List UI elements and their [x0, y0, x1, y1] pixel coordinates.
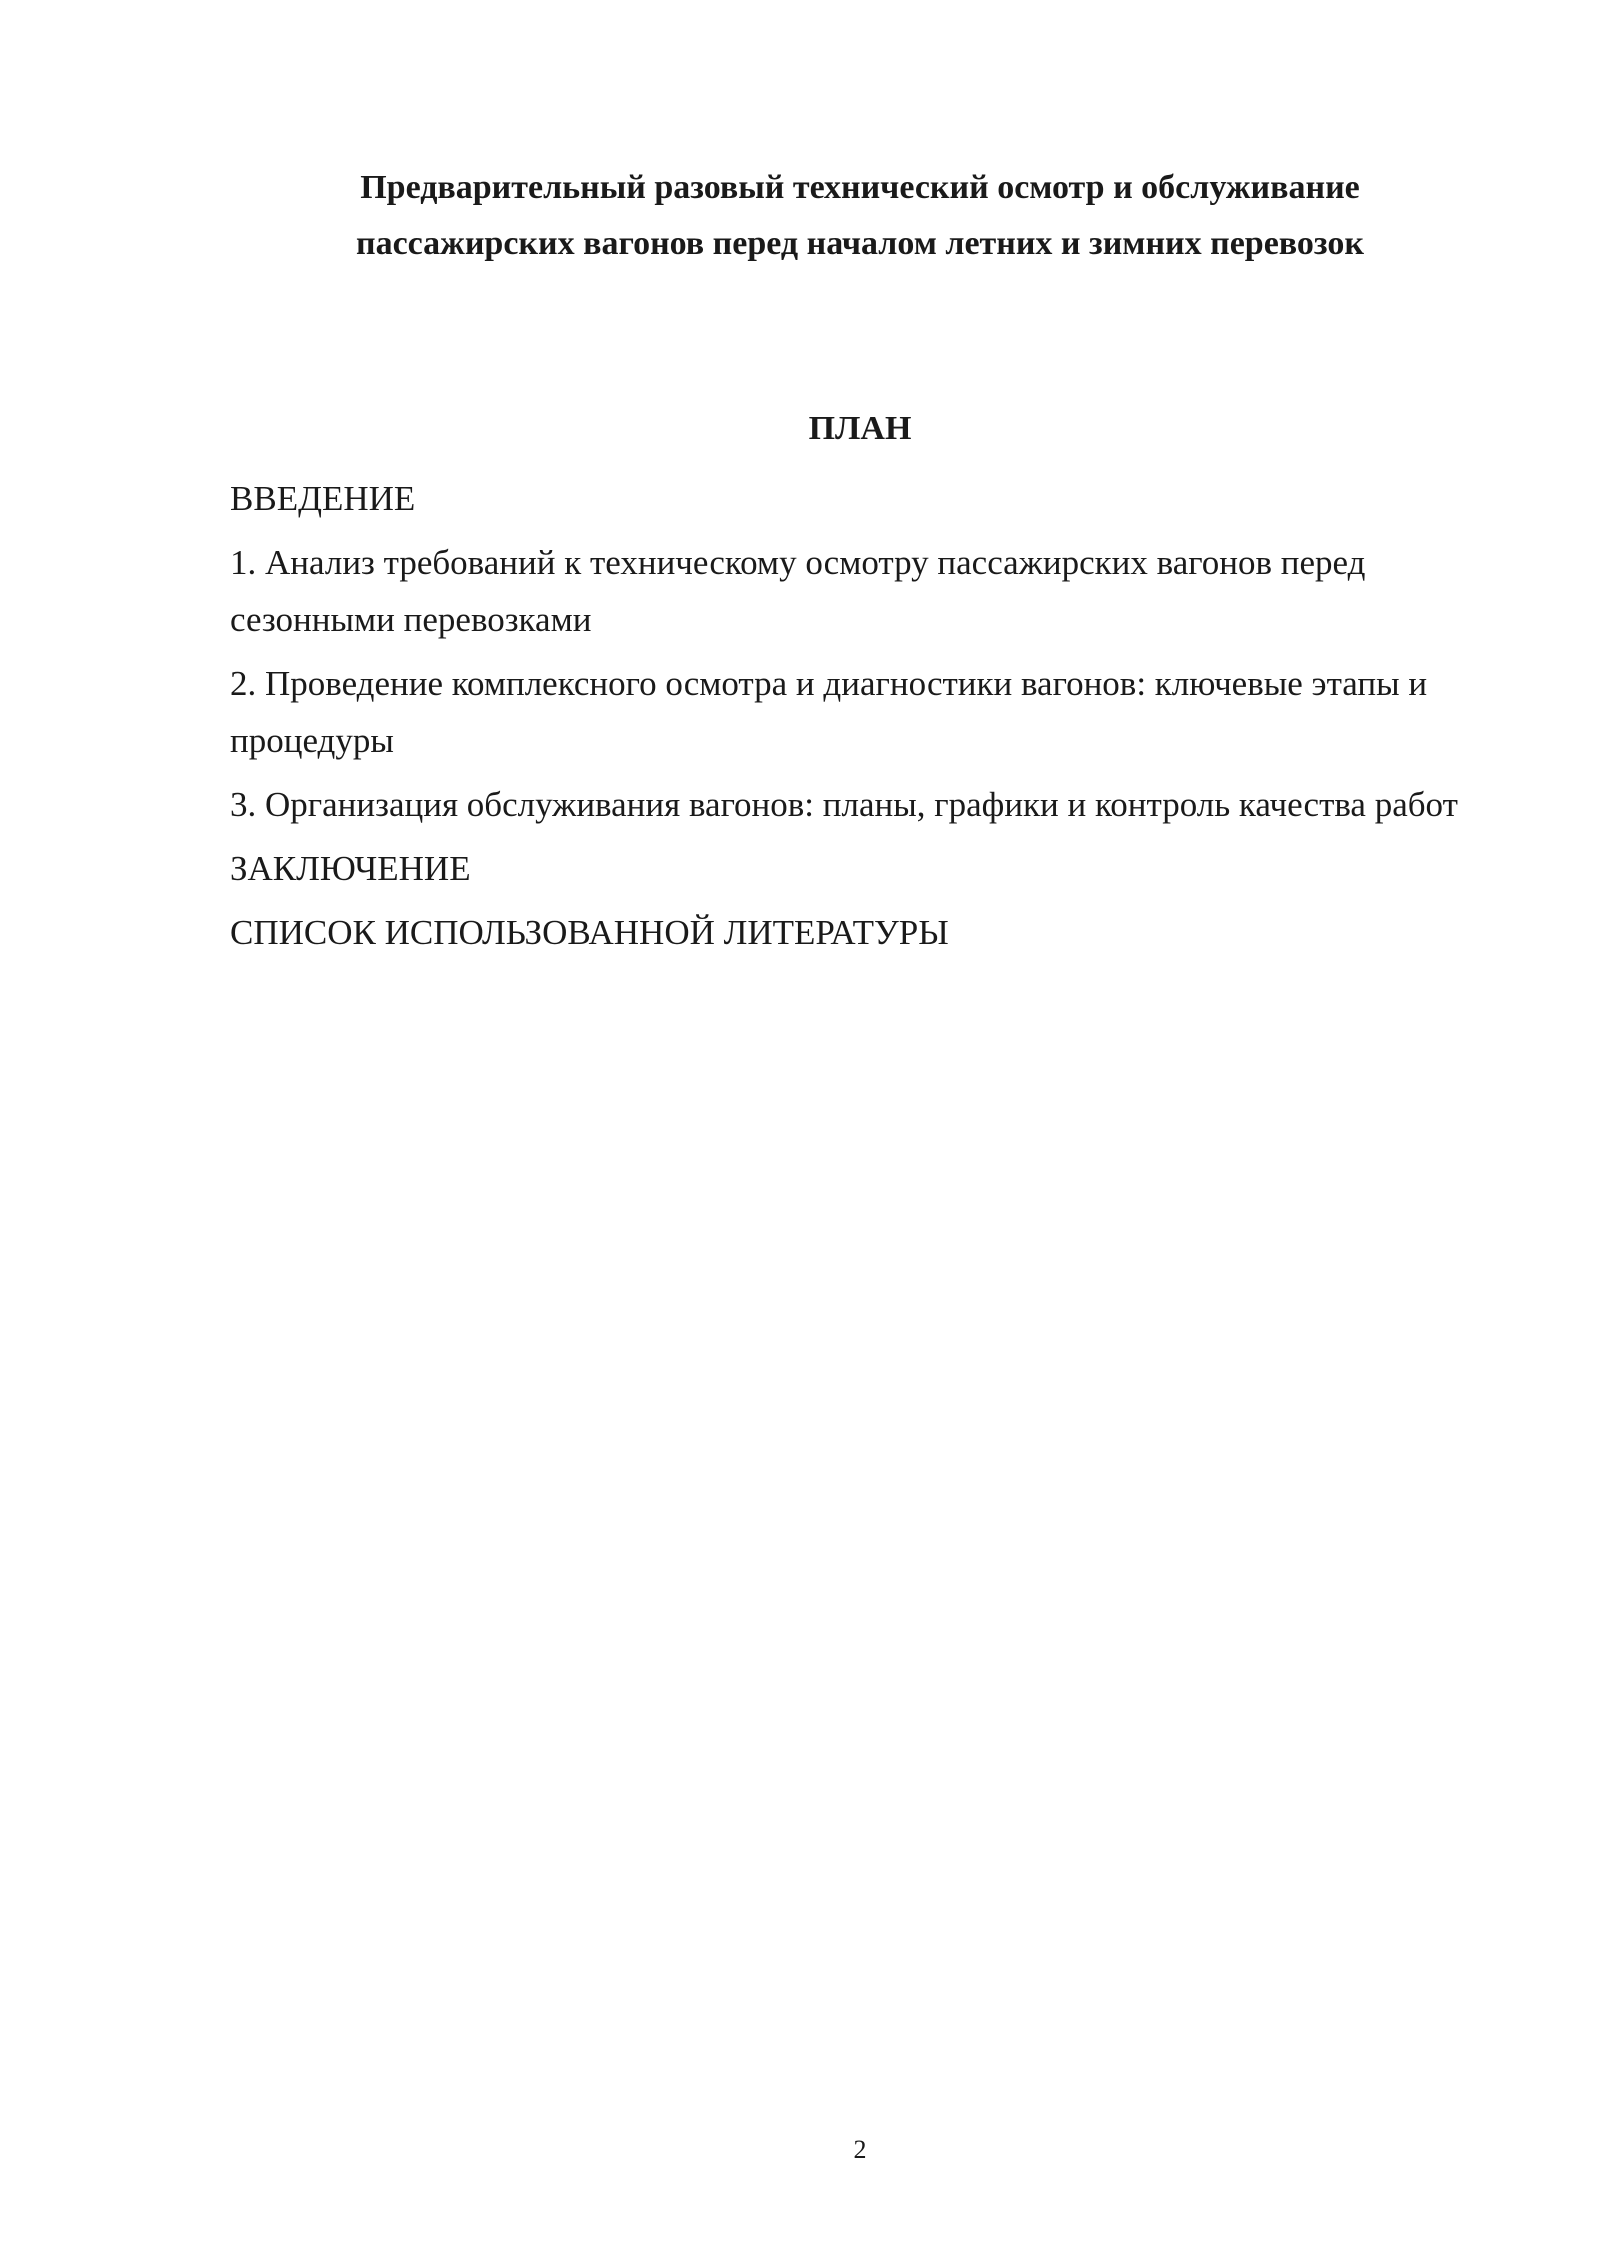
- table-of-contents: [230, 470, 1490, 968]
- document-title-line-2: пассажирских вагонов перед началом летних и зимних перевозок: [356, 225, 1364, 262]
- toc-item-conclusion: ЗАКЛЮЧЕНИЕ: [230, 849, 471, 888]
- toc-item-introduction: ВВЕДЕНИЕ: [230, 479, 416, 518]
- toc-item-section-3: 3. Организация обслуживания вагонов: планы, графики и контроль качества работ: [230, 785, 1458, 824]
- toc-item-section-2: 2. Проведение комплексного осмотра и диагностики вагонов: ключевые этапы и процедуры: [230, 664, 1428, 760]
- document-title: [230, 160, 1490, 272]
- document-title-line-1: Предварительный разовый технический осмотр и обслуживание: [360, 169, 1360, 206]
- page-number: 2: [853, 2135, 867, 2164]
- toc-item-section-1: 1. Анализ требований к техническому осмотру пассажирских вагонов перед сезонными перевозками: [230, 543, 1366, 639]
- plan-heading: ПЛАН: [808, 410, 912, 447]
- toc-item-references: СПИСОК ИСПОЛЬЗОВАННОЙ ЛИТЕРАТУРЫ: [230, 913, 949, 952]
